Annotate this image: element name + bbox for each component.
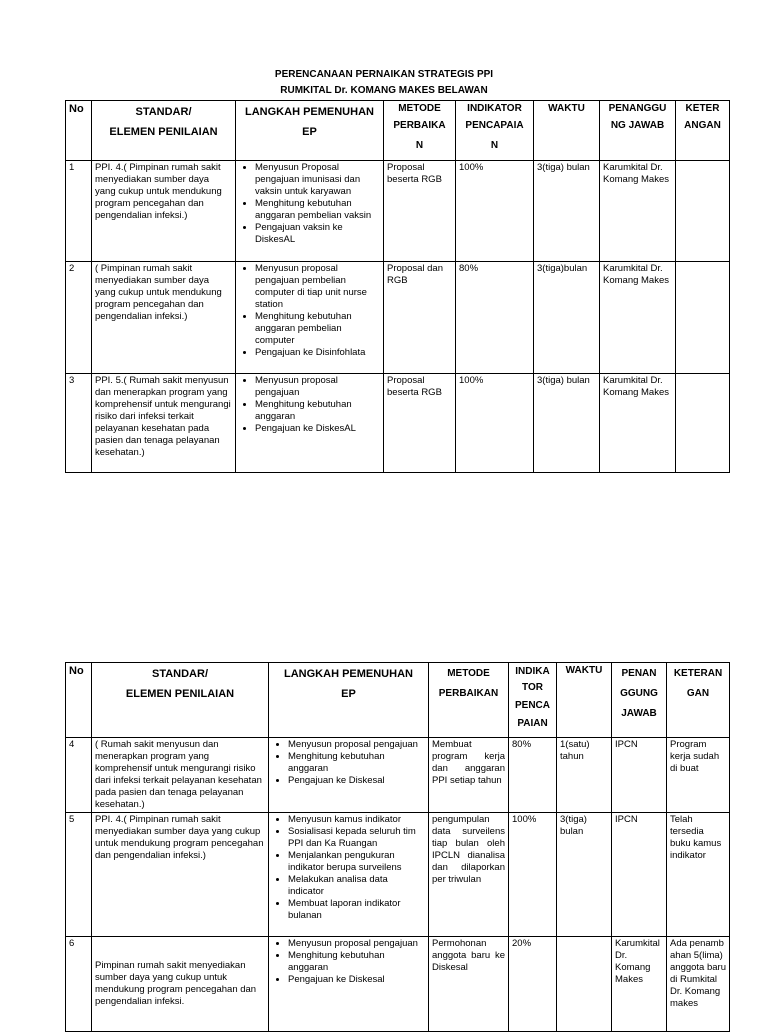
header-text: ELEMEN PENILAIAN [109, 126, 218, 138]
list-item: • Pengajuan ke DiskesAL [255, 423, 380, 435]
header-text: WAKTU [565, 665, 603, 676]
table-row [66, 937, 730, 1032]
table-row [66, 813, 730, 937]
header-metode [384, 101, 456, 161]
header-metode [429, 663, 509, 738]
row-metode: Permohonan anggota baru ke Diskesal [429, 937, 509, 1032]
row-metode: Proposal beserta RGB [384, 374, 456, 473]
list-item: • Menghitung kebutuhan anggaran pembelian computer [255, 311, 380, 347]
list-item: • Pengajuan vaksin ke DiskesAL [255, 222, 380, 246]
list-item: • Menghitung kebutuhan anggaran [288, 751, 425, 775]
row-standar: PPI. 5.( Rumah sakit menyusun dan menerapkan program yang komprehensif untuk mengurangi risiko dari infeksi terkait pelayanan kesehatan pada pasien dan tenaga pelayanan kesehatan.) [92, 374, 236, 473]
list-item: • Menghitung kebutuhan anggaran [288, 950, 425, 974]
header-text: JAWAB [621, 708, 657, 719]
header-text: ELEMEN PENILAIAN [125, 688, 235, 700]
table-header-row [66, 101, 730, 161]
row-standar: ( Rumah sakit menyusun dan menerapkan program yang komprehensif untuk mengurangi risiko dari infeksi terkait pelayanan kesehatan pada pasien dan tenaga pelayanan kesehatan.) [92, 738, 269, 813]
strategy-table-2 [65, 662, 730, 1032]
list-item: • Pengajuan ke Disinfohlata [255, 347, 380, 359]
row-waktu: 3(tiga) bulan [534, 374, 600, 473]
header-penanggung [600, 101, 676, 161]
list-item: • Menyusun proposal pengajuan [255, 375, 380, 399]
row-langkah [236, 374, 384, 473]
header-penanggung [612, 663, 667, 738]
document-subtitle: RUMKITAL Dr. KOMANG MAKES BELAWAN [280, 85, 488, 96]
header-text: PENAN [621, 668, 657, 679]
document-title: PERENCANAAN PERNAIKAN STRATEGIS PPI [274, 69, 494, 80]
list-item: • Membuat laporan indikator bulanan [288, 898, 425, 922]
header-text: LANGKAH PEMENUHAN [245, 106, 374, 118]
header-keterangan [676, 101, 730, 161]
table-row [66, 738, 730, 813]
header-text: INDIKATOR [467, 103, 522, 114]
header-text: N [490, 140, 499, 151]
header-standar [92, 663, 269, 738]
row-no: 2 [66, 262, 92, 374]
row-metode: pengumpulan data surveilens tiap bulan oleh IPCLN dianalisa dan dilaporkan per triwulan [429, 813, 509, 937]
row-no: 6 [66, 937, 92, 1032]
header-text: KETER [685, 103, 720, 114]
list-item: • Menyusun kamus indikator [288, 814, 425, 826]
table-row [66, 262, 730, 374]
row-waktu: 1(satu) tahun [557, 738, 612, 813]
row-standar: Pimpinan rumah sakit menyediakan sumber daya yang cukup untuk mendukung program pencegahan dan pengendalian infeksi. [92, 937, 269, 1032]
row-indikator: 80% [509, 738, 557, 813]
header-text: PENANGGU [608, 103, 667, 114]
header-text: KETERAN [673, 668, 723, 679]
row-penanggung: Karumkital Dr. Komang Makes [612, 937, 667, 1032]
row-no: 5 [66, 813, 92, 937]
table-header-row [66, 663, 730, 738]
row-langkah [236, 262, 384, 374]
row-indikator: 20% [509, 937, 557, 1032]
list-item: • Sosialisasi kepada seluruh tim PPI dan Ka Ruangan [288, 826, 425, 850]
list-item: • Menyusun Proposal pengajuan imunisasi dan vaksin untuk karyawan [255, 162, 380, 198]
row-langkah [269, 738, 429, 813]
row-indikator: 100% [456, 161, 534, 262]
header-text: GGUNG [620, 688, 658, 699]
header-text: STANDAR/ [135, 106, 192, 118]
header-no: No [66, 101, 92, 161]
row-standar: PPI. 4.( Pimpinan rumah sakit menyediakan sumber daya yang cukup untuk mendukung program pencegahan dan pengendalian infeksi.) [92, 161, 236, 262]
row-keterangan: Telah tersedia buku kamus indikator [667, 813, 730, 937]
header-text: N [415, 140, 424, 151]
row-metode: Membuat program kerja dan anggaran PPI setiap tahun [429, 738, 509, 813]
header-no: No [66, 663, 92, 738]
header-text: INDIKA [515, 666, 550, 677]
row-keterangan: Ada penambahan 5(lima)anggota baru di Rumkital Dr. Komang makes [667, 937, 730, 1032]
header-text: PERBAIKA [393, 120, 446, 131]
row-indikator: 100% [456, 374, 534, 473]
list-item: • Menyusun proposal pengajuan [288, 938, 425, 950]
row-langkah [269, 813, 429, 937]
strategy-table-1 [65, 100, 730, 473]
header-indikator [456, 101, 534, 161]
row-metode: Proposal dan RGB [384, 262, 456, 374]
header-text: STANDAR/ [151, 668, 208, 680]
table-row [66, 374, 730, 473]
header-text: WAKTU [548, 103, 585, 114]
row-indikator: 80% [456, 262, 534, 374]
header-text: PAIAN [517, 718, 548, 729]
table-row [66, 161, 730, 262]
row-penanggung: Karumkital Dr. Komang Makes [600, 262, 676, 374]
list-item: • Pengajuan ke Diskesal [288, 775, 425, 787]
row-langkah [236, 161, 384, 262]
header-text: METODE [398, 103, 441, 114]
row-penanggung: IPCN [612, 813, 667, 937]
row-waktu: 3(tiga) bulan [534, 161, 600, 262]
row-no: 4 [66, 738, 92, 813]
header-text: METODE [447, 668, 490, 679]
list-item: • Menyusun proposal pengajuan [288, 739, 425, 751]
list-item: • Menghitung kebutuhan anggaran pembelian vaksin [255, 198, 380, 222]
header-text: NG JAWAB [610, 120, 665, 131]
list-item: • Menghitung kebutuhan anggaran [255, 399, 380, 423]
row-waktu: 3(tiga)bulan [534, 262, 600, 374]
header-text: PENCAPAIA [465, 120, 524, 131]
header-text: ANGAN [684, 120, 721, 131]
row-keterangan [676, 262, 730, 374]
row-penanggung: IPCN [612, 738, 667, 813]
header-waktu [534, 101, 600, 161]
row-keterangan [676, 374, 730, 473]
header-langkah [236, 101, 384, 161]
row-penanggung: Karumkital Dr. Komang Makes [600, 161, 676, 262]
header-text: PENCA [514, 700, 550, 711]
row-no: 3 [66, 374, 92, 473]
header-text: LANGKAH PEMENUHAN [284, 668, 413, 680]
header-indikator [509, 663, 557, 738]
list-item: • Menyusun proposal pengajuan pembelian computer di tiap unit nurse station [255, 263, 380, 311]
header-standar [92, 101, 236, 161]
header-text: PERBAIKAN [438, 688, 499, 699]
row-keterangan [676, 161, 730, 262]
row-waktu: 3(tiga) bulan [557, 813, 612, 937]
list-item: • Pengajuan ke Diskesal [288, 974, 425, 986]
list-item: • Menjalankan pengukuran indikator berupa surveilens [288, 850, 425, 874]
header-waktu [557, 663, 612, 738]
row-no: 1 [66, 161, 92, 262]
header-text: TOR [522, 682, 543, 693]
row-langkah [269, 937, 429, 1032]
row-indikator: 100% [509, 813, 557, 937]
row-penanggung: Karumkital Dr. Komang Makes [600, 374, 676, 473]
row-waktu [557, 937, 612, 1032]
list-item: • Melakukan analisa data indicator [288, 874, 425, 898]
row-standar: ( Pimpinan rumah sakit menyediakan sumber daya yang cukup untuk mendukung program pencegahan dan pengendalian infeksi.) [92, 262, 236, 374]
header-text: EP [302, 126, 317, 138]
row-standar: PPI. 4.( Pimpinan rumah sakit menyediakan sumber daya yang cukup untuk mendukung program pencegahan dan pengendalian infeksi.) [92, 813, 269, 937]
row-metode: Proposal beserta RGB [384, 161, 456, 262]
header-text: EP [341, 688, 356, 700]
header-langkah [269, 663, 429, 738]
header-keterangan [667, 663, 730, 738]
header-text: GAN [686, 688, 710, 699]
row-keterangan: Program kerja sudah di buat [667, 738, 730, 813]
